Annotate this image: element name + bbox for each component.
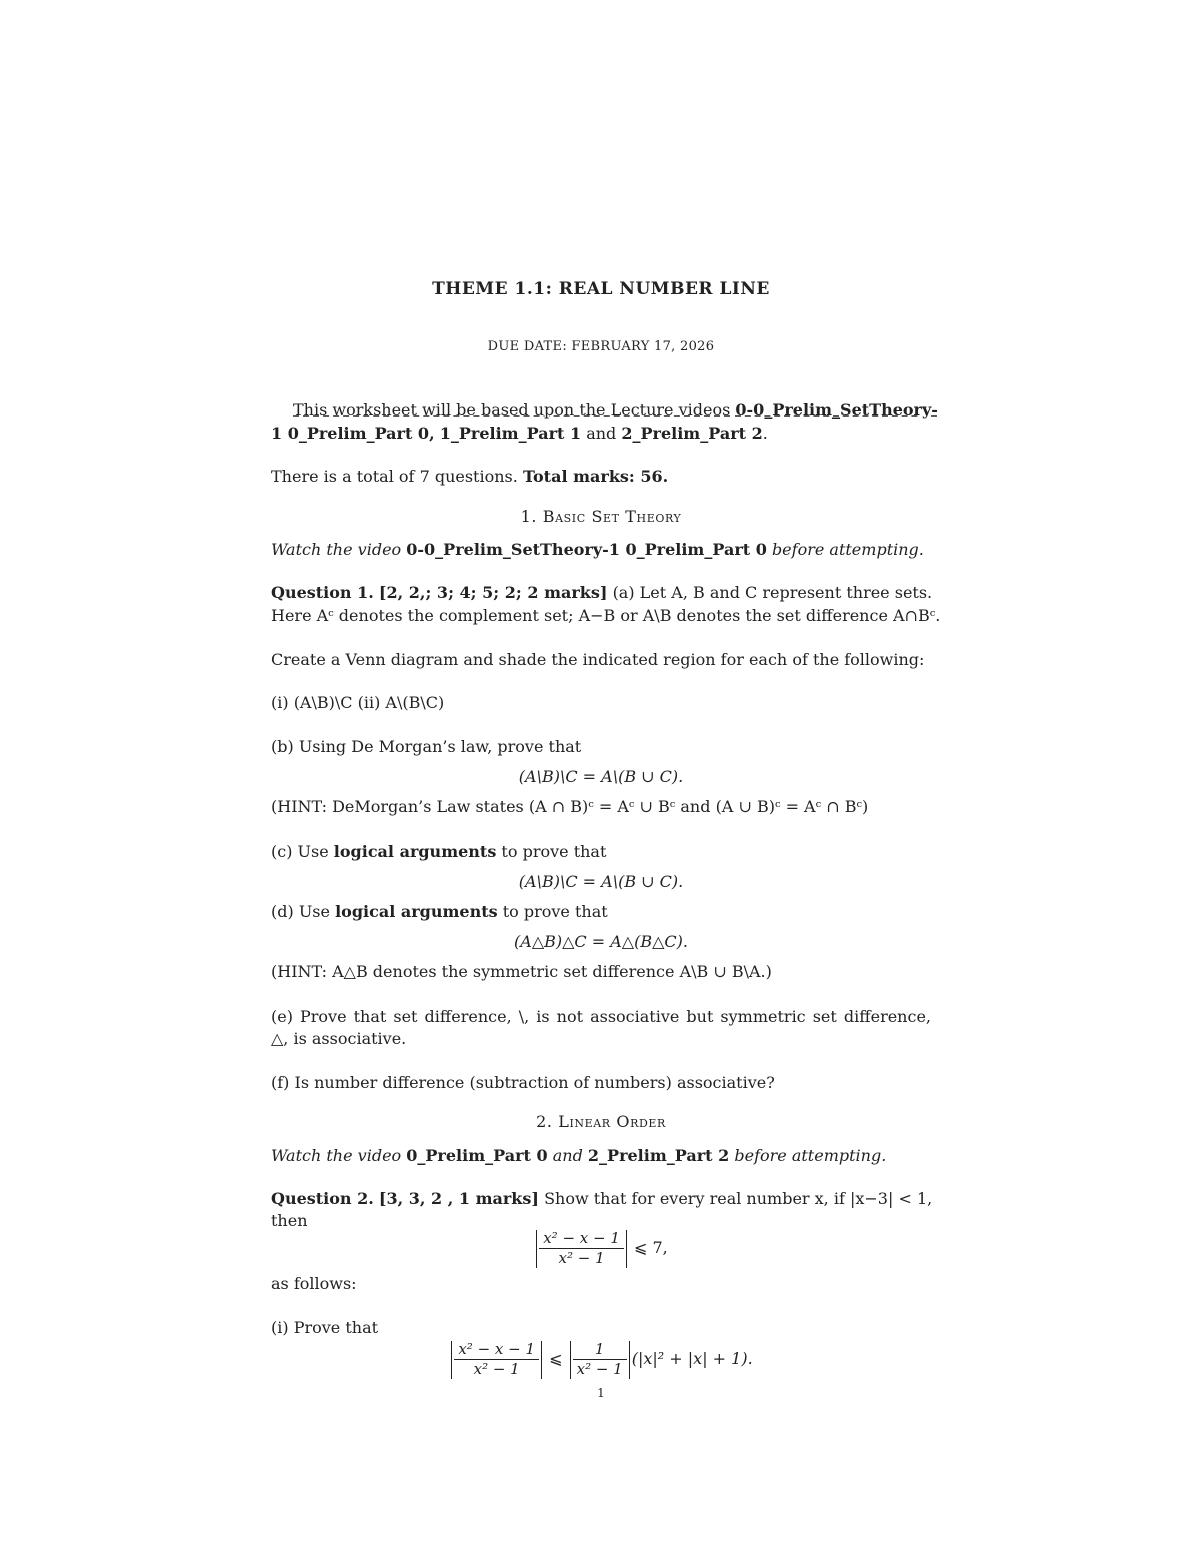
watch-video: 0-0_Prelim_SetTheory-1 0_Prelim_Part 0 — [406, 540, 767, 559]
abs-bar-left-3 — [570, 1341, 571, 1379]
question-2-then: then — [271, 1211, 308, 1230]
section-2-watch — [271, 1145, 931, 1167]
part-c-suffix: to prove that — [501, 842, 607, 861]
part-b-equation: (A\B)\C = A\(B ∪ C). — [518, 767, 684, 786]
part-c-equation: (A\B)\C = A\(B ∪ C). — [518, 872, 684, 891]
part-f-text: (f) Is number difference (subtraction of numbers) associative? — [271, 1073, 775, 1092]
part-i-numerator-2: 1 — [573, 1340, 627, 1360]
part-d-text — [271, 901, 931, 923]
part-b-text: (b) Using De Morgan’s law, prove that — [271, 737, 582, 756]
intro-video-1: 0-0_Prelim_SetTheory- — [735, 400, 938, 419]
part-e-line-1: (e) Prove that set difference, \, is not associative but symmetric set difference, — [271, 1007, 931, 1026]
intro-prefix: This worksheet will be based upon the Lecture videos — [293, 400, 731, 419]
question-2-inequality — [271, 1229, 931, 1273]
as-follows: as follows: — [271, 1274, 357, 1293]
part-c-text — [271, 841, 931, 863]
intro-and: and — [586, 424, 617, 443]
part-i-tail: (|x|² + |x| + 1). — [631, 1349, 753, 1368]
intro-end: . — [762, 424, 768, 443]
question-2-text: Show that for every real number x, if |x−3| < 1, — [544, 1189, 933, 1208]
intro-sep: , — [429, 424, 435, 443]
section-2-heading: 2. Linear Order — [536, 1112, 666, 1131]
part-i-denominator-2: x² − 1 — [576, 1360, 623, 1378]
part-d-bold: logical arguments — [335, 902, 498, 921]
hint-symmetric-difference: (HINT: A△B denotes the symmetric set difference A\B ∪ B\A.) — [271, 962, 772, 981]
part-d-prefix: (d) Use — [271, 902, 330, 921]
question-1-part-a: (a) Let A, B and C represent three sets. — [612, 583, 933, 602]
abs-bar-right — [626, 1230, 627, 1268]
section-1-heading: 1. Basic Set Theory — [520, 507, 682, 526]
part-i-text: (i) Prove that — [271, 1318, 379, 1337]
question-2-label: Question 2. — [271, 1189, 374, 1208]
fraction-numerator: x² − x − 1 — [539, 1229, 624, 1249]
section-1-watch — [271, 539, 931, 561]
page-number: 1 — [597, 1386, 605, 1400]
watch-video-2b: 2_Prelim_Part 2 — [587, 1146, 730, 1165]
question-1-definitions: Here Aᶜ denotes the complement set; A−B or A\B denotes the set difference A∩Bᶜ. — [271, 606, 941, 625]
intro-video-1b: 1 0_Prelim_Part 0 — [271, 424, 430, 443]
part-c-prefix: (c) Use — [271, 842, 329, 861]
abs-bar-right-2 — [541, 1341, 542, 1379]
watch-suffix-2: before attempting. — [734, 1146, 887, 1165]
part-i-numerator-1: x² − x − 1 — [454, 1340, 539, 1360]
totals-line — [271, 466, 931, 488]
intro-video-3: 2_Prelim_Part 2 — [621, 424, 763, 443]
hint-demorgan: (HINT: DeMorgan’s Law states (A ∩ B)ᶜ = Aᶜ ∪ Bᶜ and (A ∪ B)ᶜ = Aᶜ ∩ Bᶜ) — [271, 797, 869, 816]
venn-parts: (i) (A\B)\C (ii) A\(B\C) — [271, 693, 445, 712]
question-2-header — [271, 1188, 931, 1210]
watch-prefix: Watch the video — [271, 540, 402, 559]
part-d-suffix: to prove that — [502, 902, 608, 921]
intro-video-2: 1_Prelim_Part 1 — [439, 424, 582, 443]
watch-video-2a: 0_Prelim_Part 0 — [406, 1146, 548, 1165]
total-marks: Total marks: 56. — [522, 467, 669, 486]
question-1-marks: [2, 2,; 3; 4; 5; 2; 2 marks] — [378, 583, 608, 602]
question-1-header — [271, 582, 931, 604]
part-i-fraction-2 — [573, 1340, 627, 1379]
totals-text: There is a total of 7 questions. — [271, 467, 518, 486]
part-i-fraction-1 — [454, 1340, 539, 1379]
part-i-le: ⩽ — [549, 1349, 563, 1368]
question-1-label: Question 1. — [271, 583, 374, 602]
abs-bar-right-3 — [629, 1341, 630, 1379]
fraction-denominator: x² − 1 — [558, 1249, 605, 1267]
watch-prefix-2: Watch the video — [271, 1146, 402, 1165]
due-date: DUE DATE: FEBRUARY 17, 2026 — [487, 339, 715, 354]
intro-line-1 — [271, 399, 938, 421]
part-i-inequality — [271, 1340, 931, 1384]
inequality-fraction — [539, 1229, 624, 1268]
document-title: THEME 1.1: REAL NUMBER LINE — [432, 279, 770, 299]
part-i-denominator-1: x² − 1 — [473, 1360, 520, 1378]
part-c-bold: logical arguments — [333, 842, 497, 861]
abs-bar-left-2 — [451, 1341, 452, 1379]
part-e-line-2: △, is associative. — [271, 1029, 407, 1048]
intro-line-2 — [271, 423, 931, 445]
question-2-marks: [3, 3, 2 , 1 marks] — [378, 1189, 539, 1208]
watch-suffix: before attempting. — [771, 540, 924, 559]
venn-instruction: Create a Venn diagram and shade the indicated region for each of the following: — [271, 650, 925, 669]
inequality-rhs: ⩽ 7, — [634, 1238, 668, 1257]
abs-bar-left — [536, 1230, 537, 1268]
part-d-equation: (A△B)△C = A△(B△C). — [514, 932, 688, 951]
watch-and: and — [552, 1146, 583, 1165]
